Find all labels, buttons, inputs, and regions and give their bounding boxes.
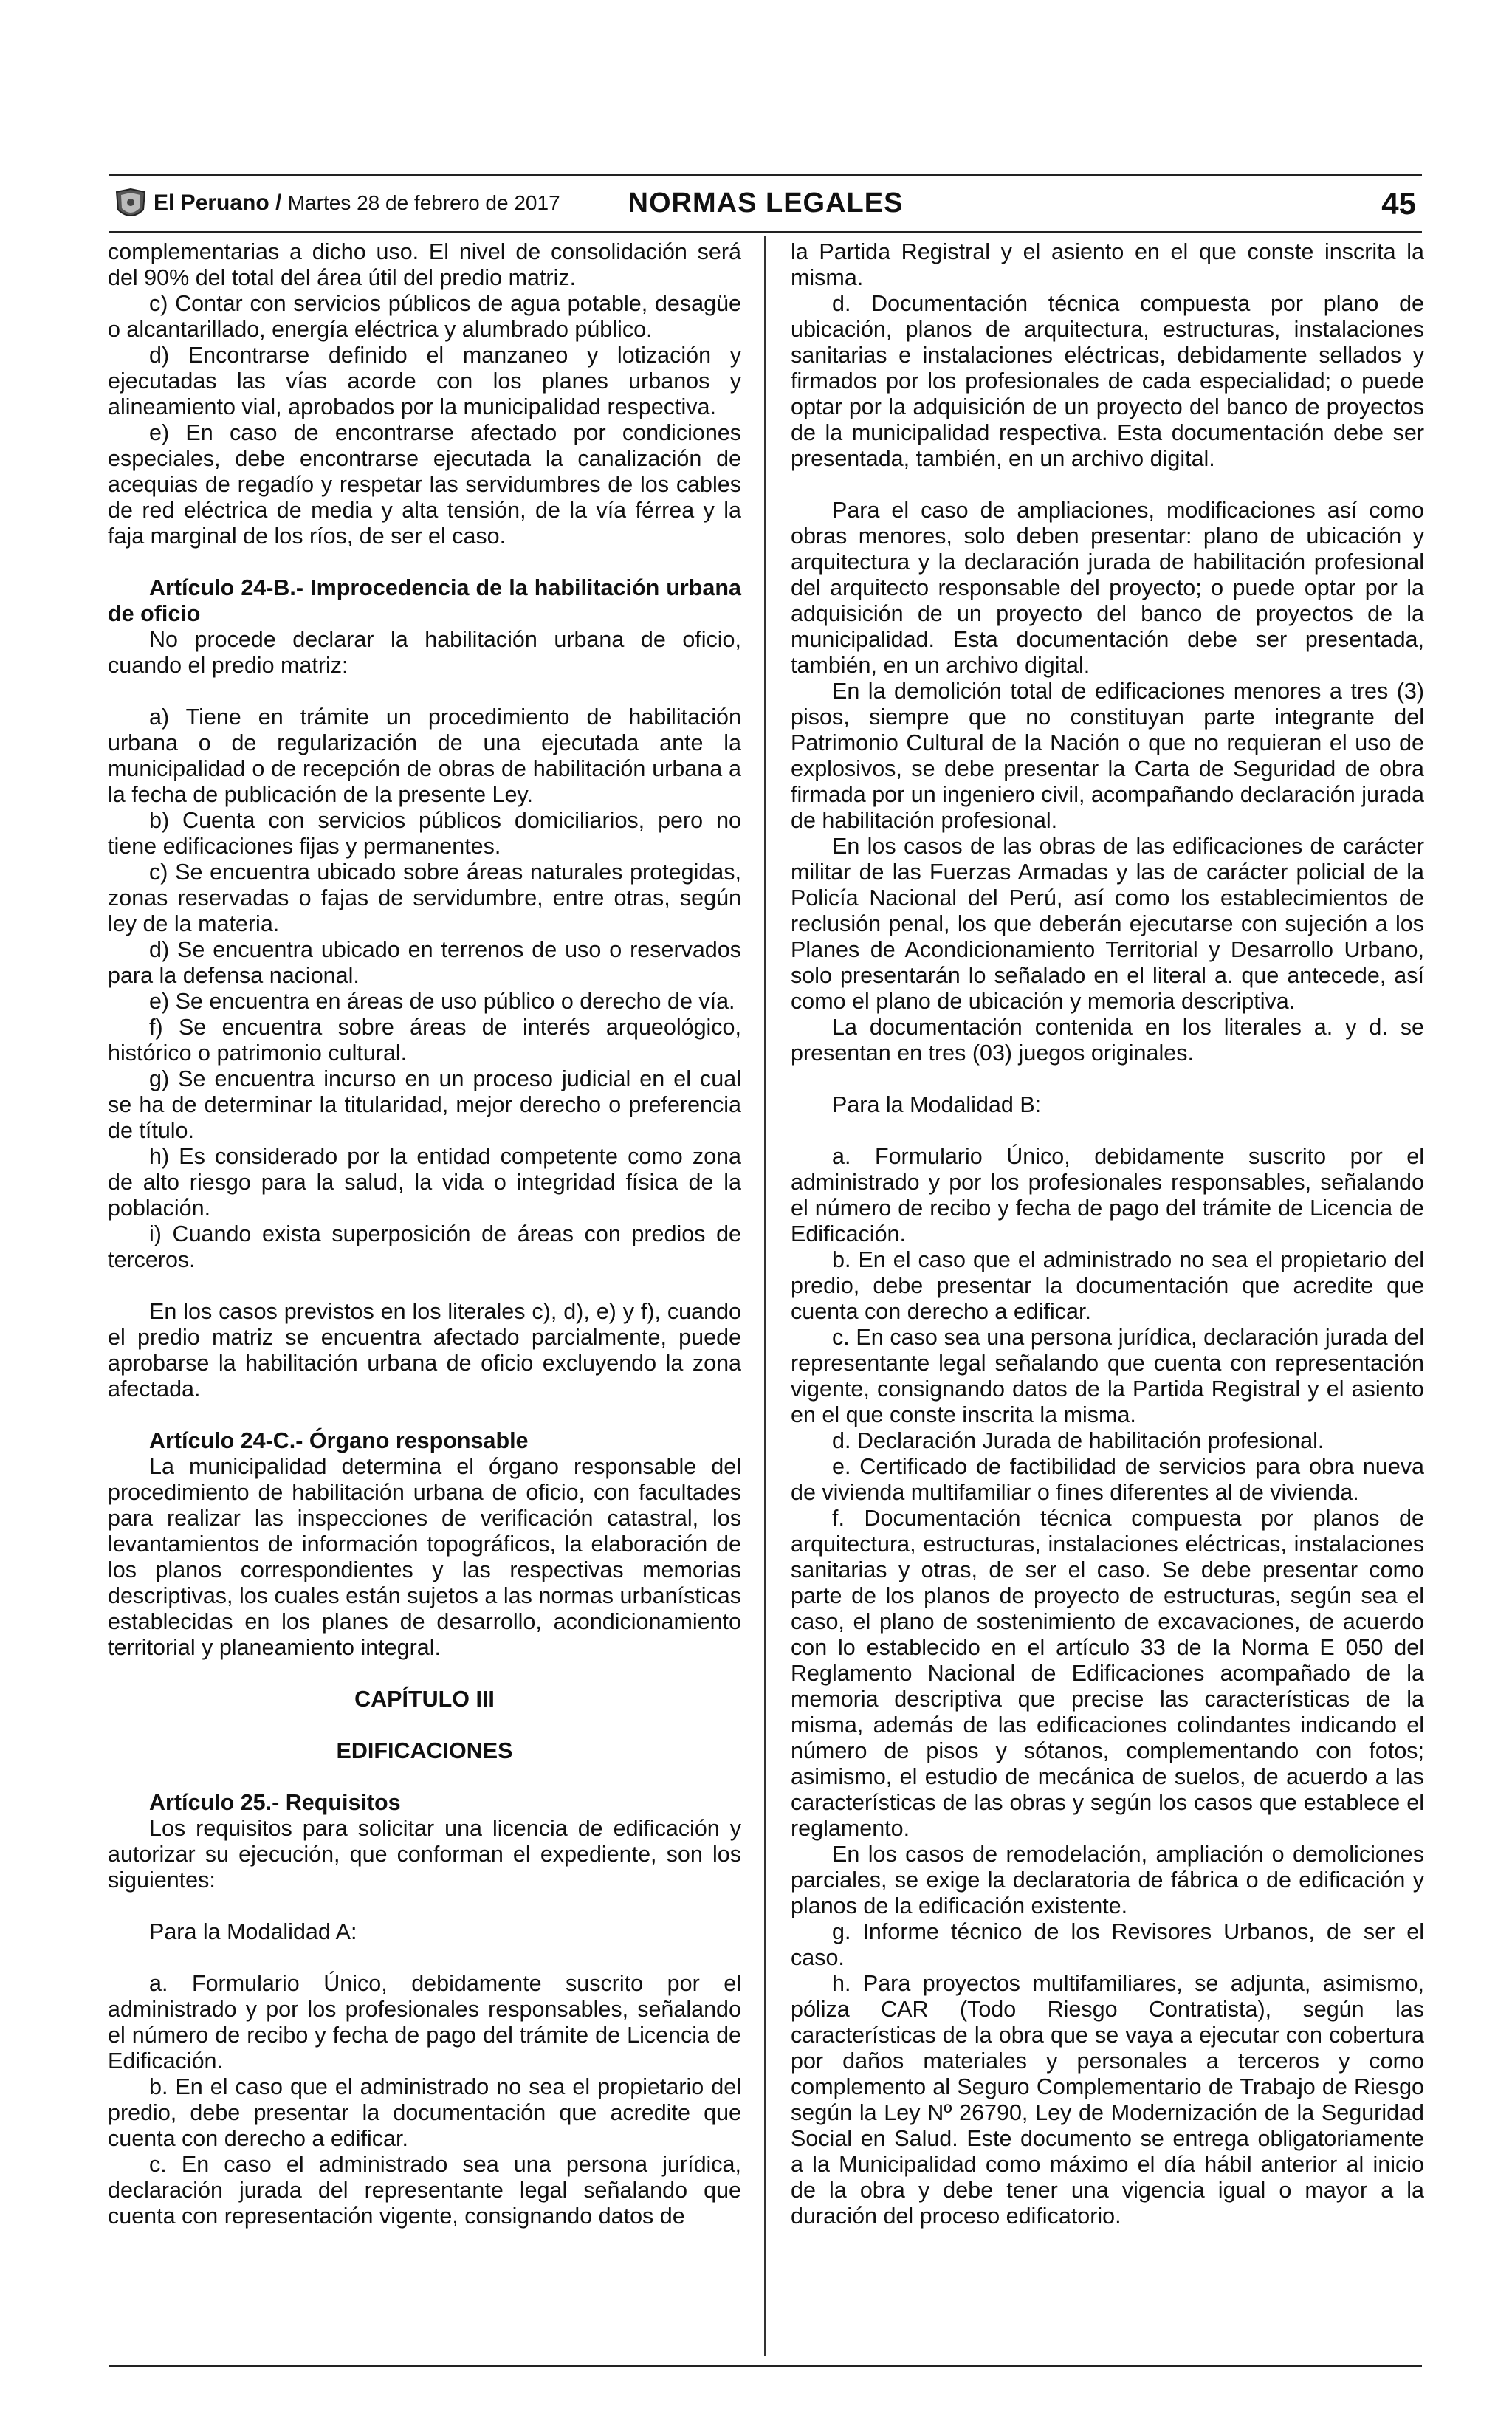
- paragraph: Los requisitos para solicitar una licencia de edificación y autorizar su ejecución, que conforman el expediente, son los siguientes:: [108, 1816, 741, 1893]
- top-rule: [109, 174, 1422, 176]
- paragraph: No procede declarar la habilitación urbana de oficio, cuando el predio matriz:: [108, 627, 741, 678]
- paragraph: b) Cuenta con servicios públicos domiciliarios, pero no tiene edificaciones fijas y permanentes.: [108, 808, 741, 859]
- paragraph: e. Certificado de factibilidad de servicios para obra nueva de vivienda multifamiliar o fines diferentes al de vivienda.: [791, 1454, 1424, 1505]
- chapter-heading: CAPÍTULO III: [354, 1687, 495, 1712]
- paragraph: En los casos previstos en los literales c), d), e) y f), cuando el predio matriz se encuentra afectado parcialmente, puede aprobarse la habilitación urbana de oficio excluyendo la zona afectada.: [108, 1299, 741, 1402]
- bottom-rule: [109, 2365, 1422, 2367]
- right-column: [791, 239, 1424, 2229]
- paragraph: c) Se encuentra ubicado sobre áreas naturales protegidas, zonas reservadas o fajas de servidumbre, entre otras, según ley de la materia.: [108, 860, 741, 936]
- header-rule: [109, 231, 1422, 233]
- paragraph: e) Se encuentra en áreas de uso público o derecho de vía.: [149, 989, 735, 1014]
- section-title: NORMAS LEGALES: [628, 188, 904, 219]
- paragraph: c) Contar con servicios públicos de agua potable, desagüe o alcantarillado, energía eléctrica y alumbrado público.: [108, 291, 741, 342]
- paragraph: En los casos de remodelación, ampliación o demoliciones parciales, se exige la declaratoria de fábrica o de edificación y planos de la edificación existente.: [791, 1842, 1424, 1918]
- paragraph: La documentación contenida en los literales a. y d. se presentan en tres (03) juegos originales.: [791, 1015, 1424, 1066]
- left-column: [108, 239, 741, 2229]
- paragraph: La municipalidad determina el órgano responsable del procedimiento de habilitación urbana de oficio, con facultades para realizar las inspecciones de verificación catastral, los levantamientos de información topográficos, la elaboración de los planos correspondientes y las respectivas memorias descriptivas, los cuales están sujetos a las normas urbanísticas establecidas en los planes de desarrollo, acondicionamiento territorial y planeamiento integral.: [108, 1454, 741, 1660]
- paragraph: g) Se encuentra incurso en un proceso judicial en el cual se ha de determinar la titularidad, mejor derecho o preferencia de título.: [108, 1066, 741, 1143]
- paragraph: Para la Modalidad B:: [832, 1092, 1042, 1117]
- paragraph: En la demolición total de edificaciones menores a tres (3) pisos, siempre que no constituyan parte integrante del Patrimonio Cultural de la Nación o que no requieran el uso de explosivos, se debe presentar la Carta de Seguridad de obra firmada por un ingeniero civil, acompañando declaración jurada de habilitación profesional.: [791, 679, 1424, 833]
- paragraph: d) Se encuentra ubicado en terrenos de uso o reservados para la defensa nacional.: [108, 937, 741, 988]
- paragraph: a) Tiene en trámite un procedimiento de habilitación urbana o de regularización de una ejecutada ante la municipalidad o de recepción de obras de habilitación urbana a la fecha de publicación de la presente Ley.: [108, 704, 741, 807]
- column-divider: [764, 236, 766, 2356]
- publication-date: Martes 28 de febrero de 2017: [287, 191, 560, 214]
- publication-name: El Peruano: [154, 191, 269, 215]
- article-24c-heading: Artículo 24-C.- Órgano responsable: [149, 1428, 529, 1453]
- page-header: [109, 183, 1422, 227]
- header-separator: /: [269, 191, 288, 215]
- paragraph: b. En el caso que el administrado no sea el propietario del predio, debe presentar la documentación que acredite que cuenta con derecho a edificar.: [791, 1247, 1424, 1324]
- paragraph: complementarias a dicho uso. El nivel de consolidación será del 90% del total del área útil del predio matriz.: [108, 239, 741, 290]
- paragraph: Para el caso de ampliaciones, modificaciones así como obras menores, solo deben presentar: plano de ubicación y arquitectura y la declaración jurada de habilitación profesional del arquitecto responsable del proyecto; o puede optar por la adquisición de un proyecto del banco de proyectos de la municipalidad. Esta documentación debe ser presentada, también, en un archivo digital.: [791, 498, 1424, 678]
- page-number: 45: [1381, 186, 1416, 221]
- paragraph: c. En caso el administrado sea una persona jurídica, declaración jurada del representante legal señalando que cuenta con representación vigente, consignando datos de: [108, 2152, 741, 2229]
- paragraph: i) Cuando exista superposición de áreas con predios de terceros.: [108, 1221, 741, 1272]
- paragraph: En los casos de las obras de las edificaciones de carácter militar de las Fuerzas Armadas y las de carácter policial de la Policía Nacional del Perú, así como los establecimientos de reclusión penal, los que deberán ejecutarse con sujeción a los Planes de Acondicionamiento Territorial y Desarrollo Urbano, solo presentarán lo señalado en el literal a. que antecede, así como el plano de ubicación y memoria descriptiva.: [791, 834, 1424, 1014]
- paragraph: f) Se encuentra sobre áreas de interés arqueológico, histórico o patrimonio cultural.: [108, 1015, 741, 1066]
- paragraph: a. Formulario Único, debidamente suscrito por el administrado y por los profesionales responsables, señalando el número de recibo y fecha de pago del trámite de Licencia de Edificación.: [791, 1144, 1424, 1246]
- paragraph: c. En caso sea una persona jurídica, declaración jurada del representante legal señalando que cuenta con representación vigente, consignando datos de la Partida Registral y el asiento en el que conste inscrita la misma.: [791, 1325, 1424, 1427]
- chapter-title: EDIFICACIONES: [336, 1738, 513, 1763]
- paragraph: e) En caso de encontrarse afectado por condiciones especiales, debe encontrarse ejecutada la canalización de acequias de regadío y respetar las servidumbres de los cables de red eléctrica de media y alta tensión, de la vía férrea y la faja marginal de los ríos, de ser el caso.: [108, 420, 741, 549]
- paragraph: d. Documentación técnica compuesta por plano de ubicación, planos de arquitectura, estructuras, instalaciones sanitarias e instalaciones eléctricas, debidamente sellados y firmados por los profesionales de cada especialidad; o puede optar por la adquisición de un proyecto del banco de proyectos de la municipalidad respectiva. Esta documentación debe ser presentada, también, en un archivo digital.: [791, 291, 1424, 471]
- paragraph: b. En el caso que el administrado no sea el propietario del predio, debe presentar la documentación que acredite que cuenta con derecho a edificar.: [108, 2074, 741, 2151]
- paragraph: h) Es considerado por la entidad competente como zona de alto riesgo para la salud, la vida o integridad física de la población.: [108, 1144, 741, 1221]
- paragraph: f. Documentación técnica compuesta por planos de arquitectura, estructuras, instalaciones eléctricas, instalaciones sanitarias y otras, de ser el caso. Se debe presentar como parte de los planos de proyecto de estructuras, según sea el caso, el plano de sostenimiento de excavaciones, de acuerdo con lo establecido en el artículo 33 de la Norma E 050 del Reglamento Nacional de Edificaciones acompañado de la memoria descriptiva que precise las características de la misma, además de las edificaciones colindantes indicando el número de pisos y sótanos, complementando con fotos; asimismo, el estudio de mecánica de suelos, de acuerdo a las características de las obras y según los casos que establece el reglamento.: [791, 1506, 1424, 1841]
- article-24b-heading: Artículo 24-B.- Improcedencia de la habilitación urbana de oficio: [108, 575, 741, 626]
- paragraph: la Partida Registral y el asiento en el que conste inscrita la misma.: [791, 239, 1424, 290]
- paragraph: d) Encontrarse definido el manzaneo y lotización y ejecutadas las vías acorde con los planes urbanos y alineamiento vial, aprobados por la municipalidad respectiva.: [108, 343, 741, 419]
- paragraph: Para la Modalidad A:: [149, 1919, 357, 1944]
- paragraph: h. Para proyectos multifamiliares, se adjunta, asimismo, póliza CAR (Todo Riesgo Contratista), según las características de la obra que se vaya a ejecutar con cobertura por daños materiales y personales a terceros y como complemento al Seguro Complementario de Trabajo de Riesgo según la Ley Nº 26790, Ley de Modernización de la Seguridad Social en Salud. Este documento se entrega obligatoriamente a la Municipalidad como máximo el día hábil anterior al inicio de la obra y debe tener una vigencia igual o mayor a la duración del proceso edificatorio.: [791, 1971, 1424, 2229]
- article-25-heading: Artículo 25.- Requisitos: [149, 1790, 401, 1815]
- paragraph: a. Formulario Único, debidamente suscrito por el administrado y por los profesionales responsables, señalando el número de recibo y fecha de pago del trámite de Licencia de Edificación.: [108, 1971, 741, 2074]
- paragraph: d. Declaración Jurada de habilitación profesional.: [832, 1428, 1324, 1453]
- paragraph: g. Informe técnico de los Revisores Urbanos, de ser el caso.: [791, 1919, 1424, 1970]
